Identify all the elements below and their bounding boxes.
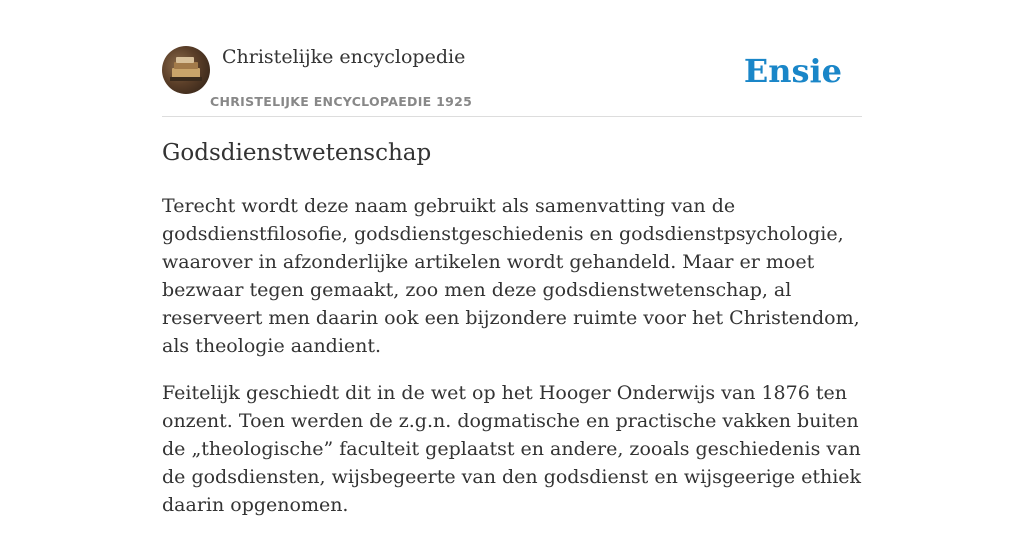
book-stack-icon — [162, 46, 210, 94]
publication-title[interactable]: Christelijke encyclopedie — [222, 46, 466, 68]
article-body — [162, 192, 862, 538]
article-paragraph: Feitelijk geschiedt dit in de wet op het Hooger Onderwijs van 1876 ten onzent. Toen werden de z.g.n. dogmatische en practische vakken buiten de „theologische” faculteit geplaatst en andere, zooals geschiedenis van de godsdiensten, wijsbegeerte van den godsdienst en wijsgeerige ethiek daarin opgenomen. — [162, 382, 862, 516]
publication-subtitle: CHRISTELIJKE ENCYCLOPAEDIE 1925 — [210, 94, 473, 109]
article-paragraph: Terecht wordt deze naam gebruikt als samenvatting van de godsdienstfilosofie, godsdienstgeschiedenis en godsdienstpsychologie, waarover in afzonderlijke artikelen wordt gehandeld. Maar er moet bezwaar tegen gemaakt, zoo men deze godsdienstwetenschap, al reserveert men daarin ook een bijzondere ruimte voor het Christendom, als theologie aandient. — [162, 195, 860, 357]
avatar[interactable] — [162, 46, 210, 94]
publication-header — [162, 46, 862, 117]
brand-logo-link[interactable]: Ensie — [743, 52, 842, 90]
article-title: Godsdienstwetenschap — [162, 140, 432, 166]
